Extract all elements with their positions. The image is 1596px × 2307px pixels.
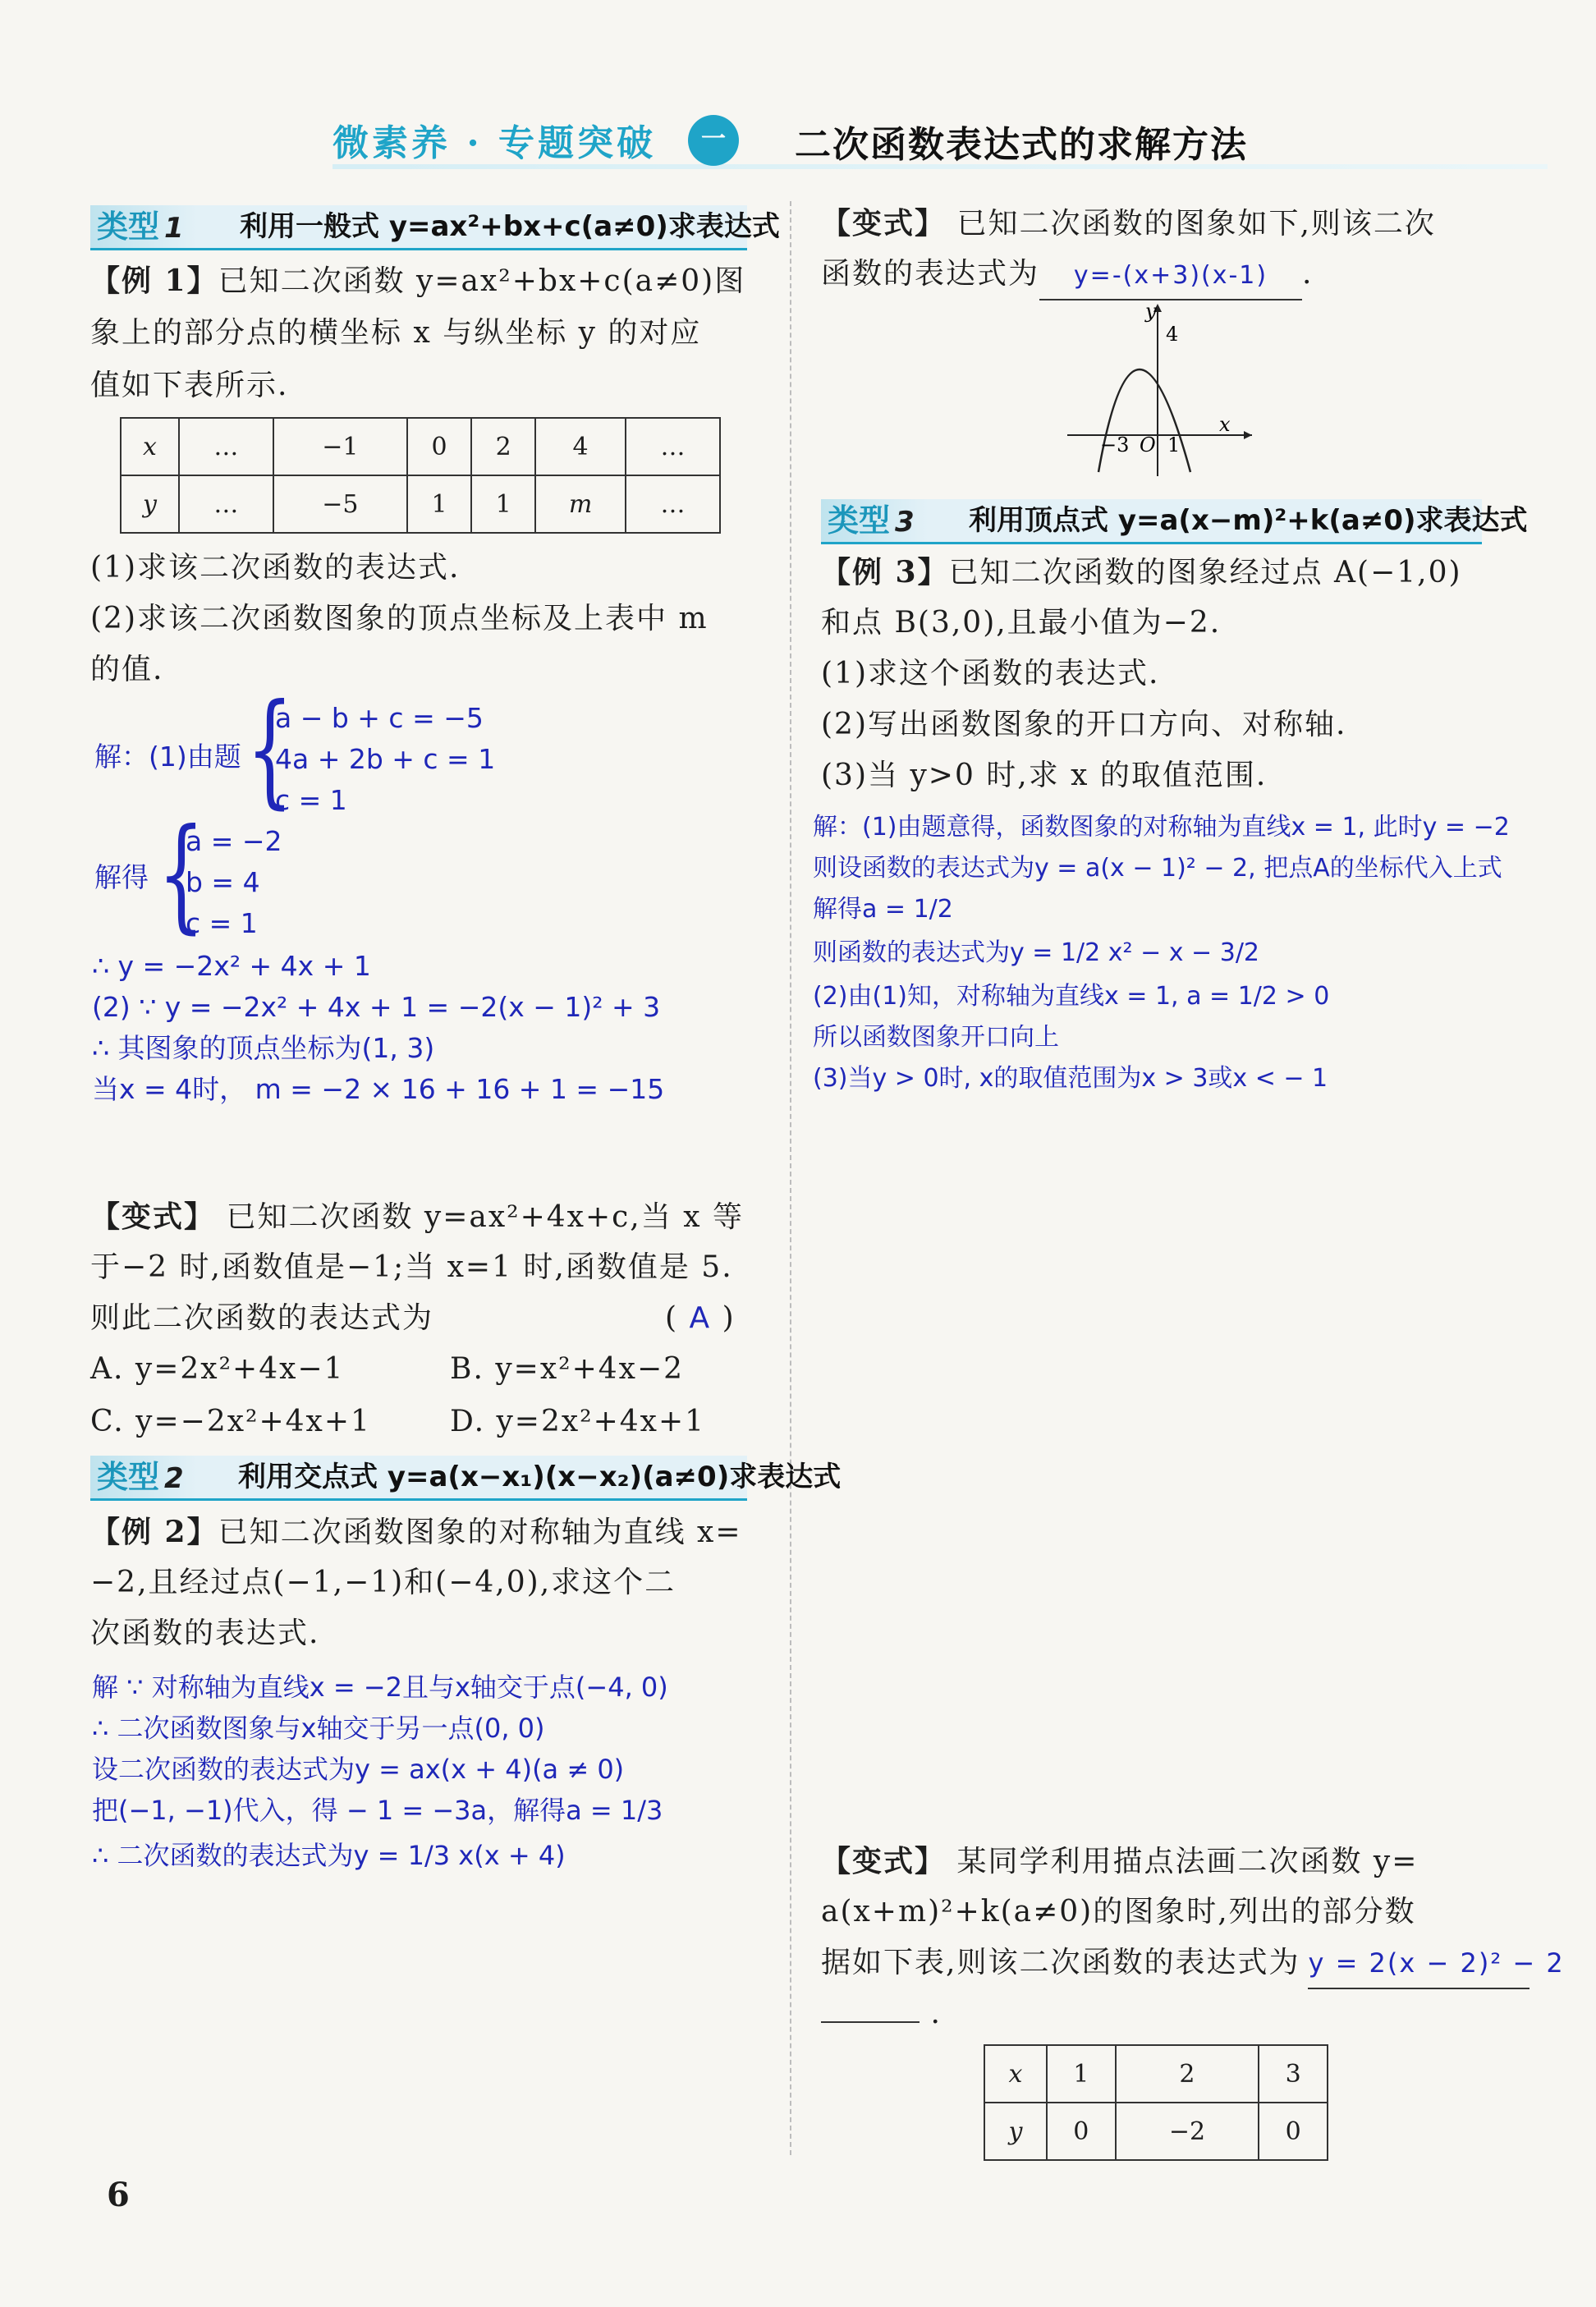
table-cell: x: [121, 418, 179, 475]
right-root-label: 1: [1167, 433, 1181, 456]
ex1-line3: 值如下表所示.: [90, 369, 289, 402]
sol1-l1: ∴ y = −2x² + 4x + 1: [92, 950, 371, 982]
table-cell: 2: [471, 418, 535, 475]
type2-tag: 类型 2: [90, 1456, 197, 1498]
var3-line4: .: [821, 1988, 942, 2040]
table-cell: 2: [1116, 2045, 1259, 2103]
var3-line2: a(x+m)²+k(a≠0)的图象时,列出的部分数: [821, 1895, 1416, 1929]
table-cell: −5: [273, 475, 407, 533]
sol1-eq2: 4a + 2b + c = 1: [275, 743, 496, 775]
ex1-line1: 【例 1】已知二次函数 y=ax²+bx+c(a≠0)图: [90, 264, 746, 298]
sol3-l6: 所以函数图象开口向上: [813, 1023, 1059, 1052]
table-cell: …: [179, 475, 273, 533]
var1-opt-c: C. y=−2x²+4x+1: [90, 1405, 371, 1438]
table-cell: 1: [1047, 2045, 1116, 2103]
series-title: 微素养 · 专题突破: [332, 122, 656, 164]
table-cell: −2: [1116, 2103, 1259, 2160]
table-cell: y: [984, 2103, 1047, 2160]
var1-opt-a: A. y=2x²+4x−1: [90, 1352, 345, 1386]
var3-line1: 【变式】 某同学利用描点法画二次函数 y=: [821, 1844, 1419, 1878]
origin-label: O: [1140, 433, 1156, 456]
sol1-brace: {: [246, 678, 294, 821]
table-row: [984, 2045, 1328, 2103]
sol1-intro: 解：(1)由题: [94, 741, 241, 773]
var1-line3: 则此二次函数的表达式为: [90, 1301, 434, 1335]
sol3-l3: 解得a = 1/2: [813, 895, 953, 924]
x-axis-label: x: [1219, 413, 1231, 436]
table-row: [121, 418, 720, 475]
table-cell: y: [121, 475, 179, 533]
var3-line3: 据如下表,则该二次函数的表达式为 y = 2(x − 2)² − 2: [821, 1937, 1530, 1989]
parabola-curve: [1098, 369, 1190, 472]
sol2-l4: 把(−1, −1)代入，得 − 1 = −3a，解得a = 1/3: [92, 1795, 663, 1826]
var2-line2: 函数的表达式为 y=-(x+3)(x-1) .: [821, 248, 1313, 300]
sol3-l1: 解：(1)由题意得，函数图象的对称轴为直线x = 1, 此时y = −2: [813, 813, 1510, 842]
sol3-l5: (2)由(1)知，对称轴为直线x = 1, a = 1/2 > 0: [813, 982, 1330, 1011]
series-badge: 一: [688, 115, 739, 166]
sol2-l3: 设二次函数的表达式为y = ax(x + 4)(a ≠ 0): [92, 1754, 625, 1785]
parabola-graph: [1067, 300, 1256, 480]
table-cell: 0: [1047, 2103, 1116, 2160]
table-cell: 1: [407, 475, 471, 533]
table-cell: …: [626, 418, 720, 475]
table-cell: 4: [535, 418, 626, 475]
ex1-q2b: 的值.: [90, 653, 164, 686]
table-cell: 0: [407, 418, 471, 475]
sol1-eq3: c = 1: [275, 784, 347, 816]
table-cell: …: [626, 475, 720, 533]
sol1-l4: 当x = 4时， m = −2 × 16 + 16 + 1 = −15: [92, 1073, 665, 1105]
ex1-line2: 象上的部分点的横坐标 x 与纵坐标 y 的对应: [90, 316, 702, 350]
sol1-eq1: a − b + c = −5: [275, 702, 484, 734]
table-row: [121, 475, 720, 533]
sol1-res1: a = −2: [186, 825, 282, 857]
sol1-res2: b = 4: [186, 866, 260, 898]
type3-title: 利用顶点式 y=a(x−m)²+k(a≠0)求表达式: [969, 504, 1528, 537]
type3-tag: 类型 3: [821, 499, 928, 542]
var1-answer: ( A ): [665, 1301, 736, 1335]
table-cell: 0: [1259, 2103, 1328, 2160]
y-axis-label: y: [1145, 300, 1157, 323]
var2-line1: 【变式】 已知二次函数的图象如下,则该二次: [821, 206, 1436, 241]
page-number: 6: [107, 2176, 130, 2214]
var1-opt-b: B. y=x²+4x−2: [450, 1352, 685, 1386]
sol1-res3: c = 1: [186, 907, 258, 939]
page-title: 二次函数表达式的求解方法: [795, 124, 1248, 166]
table-cell: …: [179, 418, 273, 475]
ex3-line1: 【例 3】已知二次函数的图象经过点 A(−1,0): [821, 555, 1462, 589]
table-cell: x: [984, 2045, 1047, 2103]
sol1-l2: (2) ∵ y = −2x² + 4x + 1 = −2(x − 1)² + 3: [92, 991, 661, 1023]
table-row: [984, 2103, 1328, 2160]
ex2-line2: −2,且经过点(−1,−1)和(−4,0),求这个二: [90, 1566, 676, 1599]
table-cell: m: [535, 475, 626, 533]
ex2-line3: 次函数的表达式.: [90, 1617, 320, 1650]
table-cell: −1: [273, 418, 407, 475]
var3-table: [984, 2044, 1328, 2161]
ex1-q1: (1)求该二次函数的表达式.: [90, 551, 461, 585]
sol2-l5: ∴ 二次函数的表达式为y = 1/3 x(x + 4): [92, 1840, 566, 1871]
ex1-q2a: (2)求该二次函数图象的顶点坐标及上表中 m: [90, 602, 709, 635]
type1-title: 利用一般式 y=ax²+bx+c(a≠0)求表达式: [240, 210, 780, 243]
sol1-solved: 解得: [94, 861, 149, 893]
table-cell: 1: [471, 475, 535, 533]
x-axis-arrow: [1244, 431, 1252, 439]
sol3-l7: (3)当y > 0时, x的取值范围为x > 3或x < − 1: [813, 1064, 1328, 1093]
sol2-l2: ∴ 二次函数图象与x轴交于另一点(0, 0): [92, 1713, 545, 1744]
sol1-brace2: {: [158, 803, 205, 946]
var1-opt-d: D. y=2x²+4x+1: [450, 1405, 706, 1438]
ex3-q1: (1)求这个函数的表达式.: [821, 657, 1160, 690]
y-intercept-label: 4: [1166, 323, 1179, 346]
ex3-line2: 和点 B(3,0),且最小值为−2.: [821, 606, 1222, 640]
var1-line2: 于−2 时,函数值是−1;当 x=1 时,函数值是 5.: [90, 1250, 733, 1284]
sol3-l4: 则函数的表达式为y = 1/2 x² − x − 3/2: [813, 938, 1260, 967]
sol1-l3: ∴ 其图象的顶点坐标为(1, 3): [92, 1032, 435, 1064]
sol2-l1: 解 ∵ 对称轴为直线x = −2且与x轴交于点(−4, 0): [92, 1672, 668, 1703]
left-root-label: −3: [1100, 433, 1130, 456]
var1-line1: 【变式】 已知二次函数 y=ax²+4x+c,当 x 等: [90, 1199, 744, 1234]
table-cell: 3: [1259, 2045, 1328, 2103]
type1-tag: 类型 1: [90, 205, 197, 248]
type2-title: 利用交点式 y=a(x−x₁)(x−x₂)(a≠0)求表达式: [238, 1461, 842, 1493]
sol3-l2: 则设函数的表达式为y = a(x − 1)² − 2, 把点A的坐标代入上式: [813, 854, 1502, 883]
ex3-q3: (3)当 y>0 时,求 x 的取值范围.: [821, 759, 1268, 792]
column-divider: [790, 201, 791, 2155]
ex2-line1: 【例 2】已知二次函数图象的对称轴为直线 x=: [90, 1515, 742, 1549]
ex1-table: [120, 417, 721, 534]
ex3-q2: (2)写出函数图象的开口方向、对称轴.: [821, 708, 1347, 741]
